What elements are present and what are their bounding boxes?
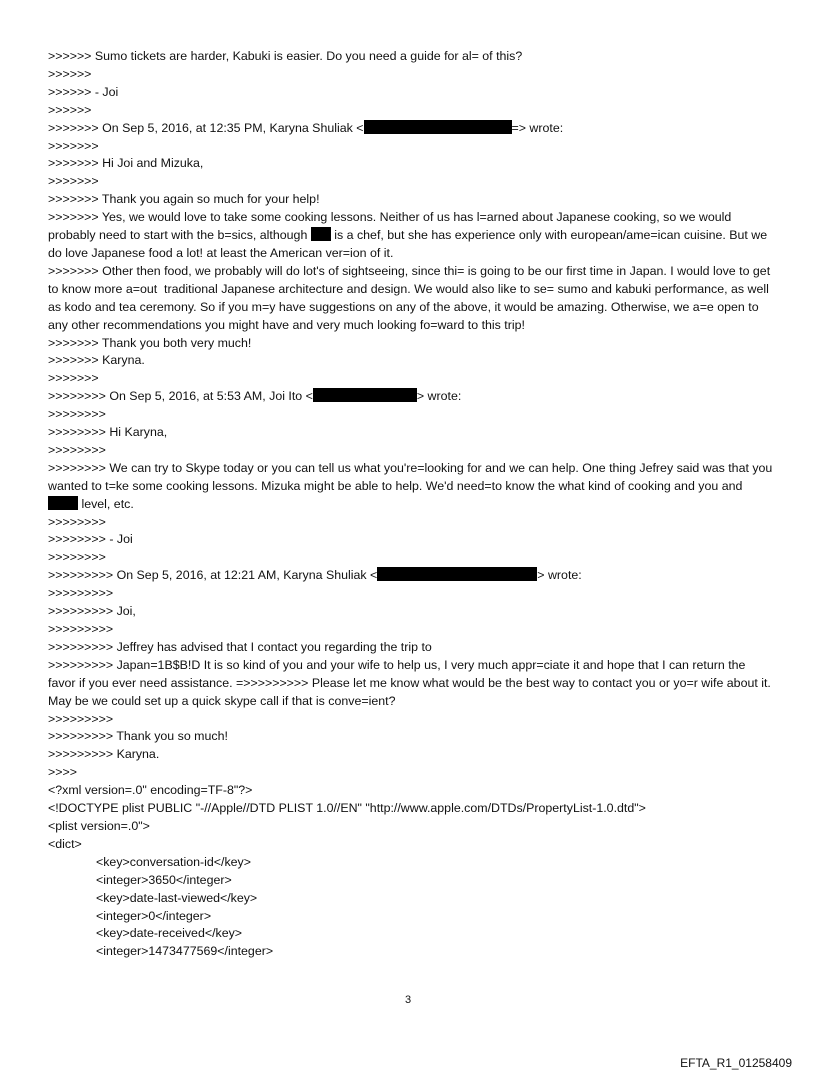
text-line: >>>>>>> Hi Joi and Mizuka,: [48, 156, 204, 171]
header-text: => wrote:: [511, 120, 564, 135]
text-paragraph: [48, 460, 774, 514]
xml-line: <!DOCTYPE plist PUBLIC "-//Apple//DTD PLIST 1.0//EN" "http://www.apple.com/DTDs/PropertyList-1.0.dtd">: [48, 801, 646, 816]
text-line: >>>>>>>>> Thank you so much!: [48, 729, 228, 744]
redacted-name-block: [48, 496, 78, 510]
xml-line: <integer>3650</integer>: [96, 872, 232, 887]
text-line: >>>>>>: [48, 66, 92, 81]
text-line: >>>>>>>>> Karyna.: [48, 747, 160, 762]
redacted-email-block: [313, 388, 417, 402]
text-line: >>>>>>>: [48, 371, 99, 386]
xml-line: <key>conversation-id</key>: [96, 854, 251, 869]
redacted-email-block: [364, 120, 512, 134]
xml-line: <integer>0</integer>: [96, 908, 212, 923]
text-line: >>>>>>>>: [48, 550, 106, 565]
xml-line: <dict>: [48, 836, 82, 851]
text-line: >>>>>>>>>: [48, 586, 114, 601]
text-line: >>>>>>>>>: [48, 622, 114, 636]
paragraph-text: >>>>>>> Yes, we would love to take some cooking lessons. Neither of us has l=arned about Japanese cooking, so we would probably need to start with the b=sics, although: [48, 210, 735, 243]
text-line: >>>>>>>: [48, 138, 99, 153]
paragraph-text: >>>>>>>> We can try to Skype today or you can tell us what you're=looking for and we can help. One thing Jefrey said was that you wanted to t=ke some cooking lessons. Mizuka might be able to help. We'd need=to know the what kind of cooking and you and: [48, 460, 776, 493]
text-paragraph: >>>>>>> Other then food, we probably will do lot's of sightseeing, since thi= is going to be our first time in Japan. I would love to get to know more a=out traditional Japanese architecture and design. We would also like to se= sumo and kabuki performance, as well as kodo and tea ceremony. So if you m=y have suggestions on any of the above, it would be amazing. Otherwise, we a=e open to any other recommendations you might have and very much looking fo=ward to this trip!: [48, 263, 774, 332]
header-text: >>>>>>>>> On Sep 5, 2016, at 12:21 AM, Karyna Shuliak <: [48, 568, 378, 583]
text-line: >>>>>>>>> Joi,: [48, 604, 136, 619]
text-line: >>>>>>: [48, 102, 92, 117]
page-number: 3: [404, 994, 412, 1006]
xml-line: <key>date-received</key>: [96, 926, 243, 941]
text-line: >>>>>> Sumo tickets are harder, Kabuki is easier. Do you need a guide for al= of this?: [48, 49, 523, 63]
text-line: >>>>>>> Karyna.: [48, 353, 145, 368]
text-line: >>>>>>>>: [48, 442, 106, 457]
header-text: > wrote:: [416, 389, 462, 404]
text-line: >>>>>>> Thank you both very much!: [48, 335, 252, 350]
text-line: >>>>>>>>>: [48, 711, 114, 726]
text-line: >>>>>>>> Hi Karyna,: [48, 425, 168, 440]
text-line: >>>>>> - Joi: [48, 84, 119, 99]
text-paragraph: [48, 209, 774, 263]
text-line: >>>>>>> Thank you again so much for your help!: [48, 192, 320, 207]
text-paragraph: >>>>>>>>> Japan=1B$B!D It is so kind of you and your wife to help us, I very much appr=ciate it and hope that I can return the favor if you ever need assistance. =>>>>>>>>> Please let me know what would be the best way to contact you or yo=r wife about it. May be we could set up a quick skype call if that is conve=ient?: [48, 657, 775, 708]
header-text: >>>>>>> On Sep 5, 2016, at 12:35 PM, Karyna Shuliak <: [48, 120, 364, 135]
document-id-footer: EFTA_R1_01258409: [680, 1056, 792, 1070]
header-text: >>>>>>>> On Sep 5, 2016, at 5:53 AM, Joi Ito <: [48, 389, 313, 404]
text-line: >>>>>>>>: [48, 514, 106, 529]
text-line: >>>>>>>>: [48, 407, 106, 422]
text-line: >>>>>>>>> Jeffrey has advised that I contact you regarding the trip to: [48, 639, 432, 654]
text-line: >>>>>>>> - Joi: [48, 532, 133, 547]
xml-line: <integer>1473477569</integer>: [96, 944, 274, 959]
email-document-body: [48, 48, 774, 961]
xml-line: <?xml version=.0" encoding=TF-8"?>: [48, 783, 253, 798]
text-line: [48, 388, 774, 406]
redacted-email-block: [377, 567, 537, 581]
text-line: [48, 567, 774, 585]
xml-line: <key>date-last-viewed</key>: [96, 890, 258, 905]
redacted-name-block: [311, 227, 331, 241]
header-text: > wrote:: [537, 568, 582, 583]
paragraph-text: is a chef, but she has experience only with european/ame=ican cuisine. But we do love Japanese food a lot! at least the American ver=ion of it.: [48, 228, 771, 260]
xml-line: <plist version=.0">: [48, 818, 150, 833]
text-line: >>>>: [48, 765, 77, 780]
paragraph-text: level, etc.: [78, 496, 134, 511]
text-line: >>>>>>>: [48, 174, 99, 189]
text-line: [48, 120, 774, 138]
